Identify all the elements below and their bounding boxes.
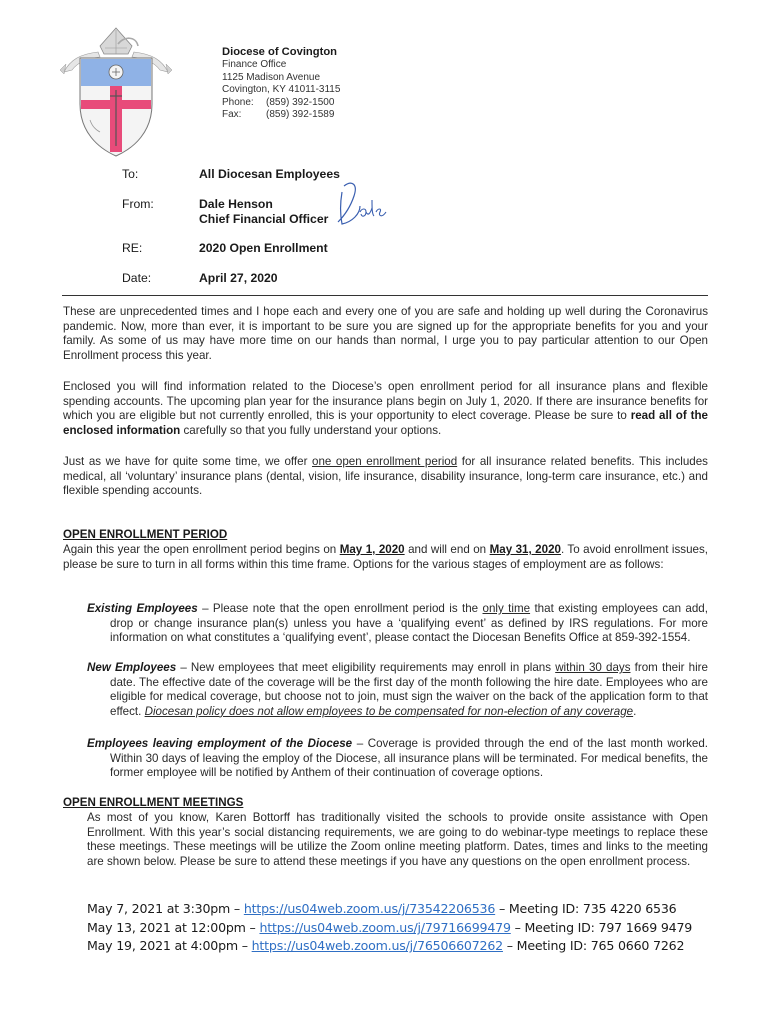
existing-a: – Please note that the open enrollment period is the xyxy=(197,602,483,615)
to-label: To: xyxy=(122,167,139,181)
phone-label: Phone: xyxy=(222,96,254,108)
street-address: 1125 Madison Avenue xyxy=(222,71,321,83)
paragraph-2-a: Enclosed you will find information related to the Diocese’s open enrollment period for all insurance plans and flexible spending accounts. The upcoming plan year for the insurance plans begin on July 1, 2020. If there are insurance benefits for which you are eligible but not currently enrolled, this is your opportunity to elect coverage. Please be sure to xyxy=(63,380,708,423)
paragraph-3-underlined: one open enrollment period xyxy=(312,455,458,468)
open-enrollment-heading: OPEN ENROLLMENT PERIOD xyxy=(63,528,228,541)
existing-employees-title: Existing Employees xyxy=(87,602,198,615)
oe-start-date: May 1, 2020 xyxy=(339,543,405,556)
new-b: from their hire date. The effective date of the coverage will be the first day of the month following the hire date. Employees who are eligible for medical coverage, but choose not to join, must sign the waiver on the back of the application form to that effect. xyxy=(110,661,708,718)
paragraph-2-emphasis: read all of the enclosed information xyxy=(63,409,708,437)
meeting-when: May 13, 2021 at 12:00pm – xyxy=(87,920,260,935)
fax-number: (859) 392-1589 xyxy=(266,109,335,121)
paragraph-intro xyxy=(63,305,708,363)
oe-intro-a: Again this year the open enrollment period begins on xyxy=(63,543,340,556)
oe-end-date: May 31, 2020 xyxy=(489,543,561,556)
fax-line xyxy=(222,109,340,121)
existing-employees-item xyxy=(87,602,708,646)
paragraph-enclosed xyxy=(63,380,708,438)
meeting-row xyxy=(87,938,684,953)
new-underlined: within 30 days xyxy=(555,661,631,674)
meeting-id: – Meeting ID: 765 0660 7262 xyxy=(502,938,685,953)
meeting-link[interactable]: https://us04web.zoom.us/j/73542206536 xyxy=(243,901,496,916)
meeting-when: May 19, 2021 at 4:00pm – xyxy=(87,938,252,953)
city-address: Covington, KY 41011-3115 xyxy=(222,84,341,96)
paragraph-3-c: for all insurance related benefits. This includes medical, all ‘voluntary’ insurance plans (dental, vision, life insurance, disability insurance, long-term care insurance, etc.) and flexible spending accounts. xyxy=(63,455,708,498)
phone-line xyxy=(222,97,340,109)
open-enrollment-intro xyxy=(63,543,708,572)
meetings-intro: As most of you know, Karen Bottorff has traditionally visited the schools to provide onsite assistance with Open Enrollment. With this year’s social distancing requirements, we are going to do webinar-type meetings to replace these these meetings. These meetings will be utilize the Zoom online meeting platform. Dates, times and links to the meeting are shown below. Please be sure to attend these meetings if you have any questions on the open enrollment process. xyxy=(87,811,708,868)
phone-number: (859) 392-1500 xyxy=(266,96,335,108)
re-label: RE: xyxy=(122,241,143,255)
re-value: 2020 Open Enrollment xyxy=(199,241,328,255)
date-label: Date: xyxy=(122,271,152,285)
meeting-id: – Meeting ID: 735 4220 6536 xyxy=(495,901,677,916)
to-value: All Diocesan Employees xyxy=(199,167,340,181)
meetings-heading: OPEN ENROLLMENT MEETINGS xyxy=(63,796,244,809)
oe-intro-c: . To avoid enrollment issues, please be sure to turn in all forms within this time frame. Options for the various stages of employment are as follows: xyxy=(63,543,708,571)
paragraph-1: These are unprecedented times and I hope each and every one of you are safe and holding up well during the Coronavirus pandemic. Now, more than ever, it is important to be sure you are signed up for the appropriate benefits for you and your family. As some of us may have more time on our hands than normal, I urge you to pay particular attention to our Open Enrollment process this year. xyxy=(63,305,708,362)
meeting-when: May 7, 2021 at 3:30pm – xyxy=(87,901,244,916)
from-name: Dale Henson xyxy=(199,197,273,211)
from-label: From: xyxy=(122,197,154,211)
meeting-row xyxy=(87,920,692,935)
header-divider xyxy=(62,295,708,296)
from-title: Chief Financial Officer xyxy=(199,212,329,226)
organization-name: Diocese of Covington xyxy=(222,46,337,58)
new-a: – New employees that meet eligibility requirements may enroll in plans xyxy=(176,661,556,674)
existing-underlined: only time xyxy=(482,602,531,615)
new-employees-item xyxy=(87,661,708,719)
new-employees-title: New Employees xyxy=(87,661,177,674)
leaving-a: – Coverage is provided through the end of the last month worked. Within 30 days of leaving the employ of the Diocese, all insurance plans will be terminated. For medical benefits, the former employee will be notified by Anthem of their continuation of coverage options. xyxy=(110,737,708,780)
meeting-link[interactable]: https://us04web.zoom.us/j/76506607262 xyxy=(251,938,503,953)
paragraph-3-a: Just as we have for quite some time, we offer xyxy=(63,455,312,468)
paragraph-2-c: carefully so that you fully understand your options. xyxy=(180,423,442,437)
date-value: April 27, 2020 xyxy=(199,271,278,285)
new-end: . xyxy=(633,704,637,718)
diocese-crest-icon xyxy=(58,24,174,159)
existing-b: that existing employees can add, drop or change insurance plan(s) unless you have a ‘qualifying event’ as defined by IRS regulations. For more information on what constitutes a ‘qualifying event’, please contact the Diocesan Benefits Office at 859-392-1554. xyxy=(110,602,708,645)
handwritten-signature xyxy=(330,178,390,230)
paragraph-one-period xyxy=(63,455,708,499)
meeting-id: – Meeting ID: 797 1669 9479 xyxy=(510,920,693,935)
leaving-employees-title: Employees leaving employment of the Diocese xyxy=(87,737,353,750)
new-policy: Diocesan policy does not allow employees to be compensated for non-election of any coverage xyxy=(144,704,634,718)
leaving-employees-item xyxy=(87,737,708,781)
meeting-link[interactable]: https://us04web.zoom.us/j/79716699479 xyxy=(259,920,511,935)
letterhead xyxy=(222,46,340,121)
oe-intro-b: and will end on xyxy=(404,543,490,556)
fax-label: Fax: xyxy=(222,109,242,121)
meeting-row xyxy=(87,901,676,916)
office-name: Finance Office xyxy=(222,59,287,71)
